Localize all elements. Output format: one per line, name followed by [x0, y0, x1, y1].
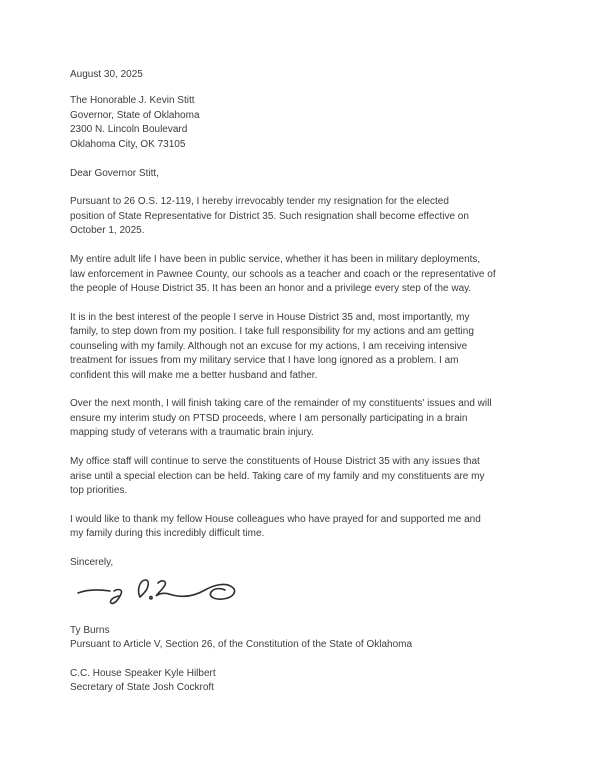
cc-block [70, 667, 536, 696]
recipient-street: 2300 N. Lincoln Boulevard [70, 124, 188, 136]
paragraph-line: I would like to thank my fellow House colleagues who have prayed for and supported me and [70, 513, 481, 525]
paragraph-line: confident this will make me a better husband and father. [70, 369, 318, 381]
signature-icon [72, 573, 242, 619]
paragraph-line: Over the next month, I will finish taking care of the remainder of my constituents' issues and will [70, 398, 492, 410]
paragraph-line: It is in the best interest of the people I serve in House District 35 and, most importantly, my [70, 311, 470, 323]
paragraph-line: mapping study of veterans with a traumatic brain injury. [70, 427, 314, 439]
paragraph-public-service [70, 253, 536, 296]
paragraph-line: treatment for issues from my military service that I have long ignored as a problem. I am [70, 355, 459, 367]
paragraph-line: the people of House District 35. It has been an honor and a privilege every step of the way. [70, 282, 472, 294]
paragraph-line: My entire adult life I have been in public service, whether it has been in military deployments, [70, 254, 481, 266]
closing-sincerely: Sincerely, [70, 557, 114, 569]
signer-authority: Pursuant to Article V, Section 26, of the Constitution of the State of Oklahoma [70, 638, 413, 650]
paragraph-line: top priorities. [70, 484, 128, 496]
recipient-name: The Honorable J. Kevin Stitt [70, 95, 195, 107]
paragraph-line: arise until a special election can be held. Taking care of my family and my constituents are my [70, 470, 485, 482]
paragraph-line: position of State Representative for District 35. Such resignation shall become effective on [70, 210, 469, 222]
cc-house-speaker: C.C. House Speaker Kyle Hilbert [70, 667, 216, 679]
paragraph-office-staff [70, 455, 536, 498]
paragraph-next-month [70, 397, 536, 440]
paragraph-line: my family during this incredibly difficult time. [70, 528, 265, 540]
signer-name: Ty Burns [70, 624, 110, 636]
paragraph-line: ensure my interim study on PTSD proceeds, where I am personally participating in a brain [70, 412, 468, 424]
paragraph-line: family, to step down from my position. I take full responsibility for my actions and am getting [70, 326, 474, 338]
paragraph-line: law enforcement in Pawnee County, our schools as a teacher and coach or the representative of [70, 268, 496, 280]
recipient-title: Governor, State of Oklahoma [70, 109, 200, 121]
letter-date: August 30, 2025 [70, 69, 143, 80]
paragraph-best-interest [70, 311, 536, 383]
paragraph-line: My office staff will continue to serve the constituents of House District 35 with any issues that [70, 456, 480, 468]
paragraph-line: counseling with my family. Although not an excuse for my actions, I am receiving intensive [70, 340, 468, 352]
paragraph-line: October 1, 2025. [70, 225, 145, 237]
signer-block [70, 624, 536, 653]
paragraph-resignation [70, 195, 536, 238]
salutation: Dear Governor Stitt, [70, 167, 159, 179]
signature-area [72, 573, 536, 621]
recipient-address [70, 94, 536, 152]
cc-secretary-of-state: Secretary of State Josh Cockroft [70, 682, 214, 694]
recipient-city: Oklahoma City, OK 73105 [70, 138, 186, 150]
paragraph-thanks [70, 513, 536, 542]
paragraph-line: Pursuant to 26 O.S. 12-119, I hereby irrevocably tender my resignation for the elected [70, 196, 449, 208]
